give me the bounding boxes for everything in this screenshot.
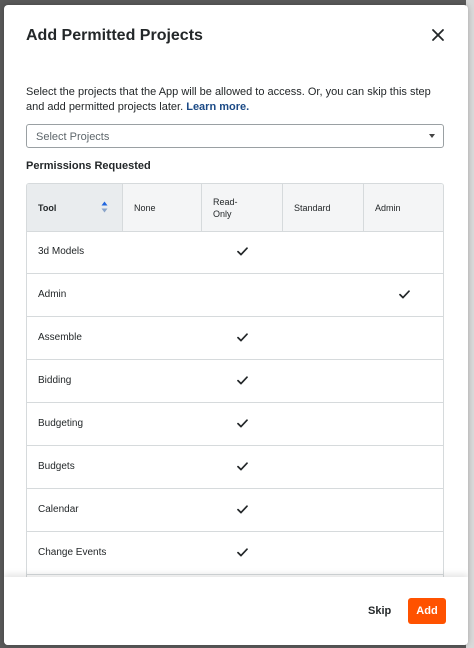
modal-header <box>4 5 468 67</box>
column-label-none: None <box>134 202 156 213</box>
description-text: Select the projects that the App will be allowed to access. Or, you can skip this step and add permitted projects later. <box>26 86 431 113</box>
column-header-tool[interactable] <box>27 184 123 231</box>
table-body <box>27 231 443 575</box>
table-row <box>27 360 443 403</box>
column-header-read-only <box>202 184 283 231</box>
column-label-tool: Tool <box>38 202 57 213</box>
skip-button[interactable]: Skip <box>364 598 395 624</box>
permissions-table <box>26 183 444 623</box>
table-row <box>27 403 443 446</box>
column-header-none <box>123 184 202 231</box>
modal-footer <box>4 577 468 645</box>
project-select[interactable] <box>26 124 444 148</box>
check-icon <box>237 548 248 557</box>
add-button[interactable]: Add <box>408 598 446 624</box>
table-row <box>27 274 443 317</box>
table-row <box>27 446 443 489</box>
column-header-admin <box>364 184 443 231</box>
caret-down-icon <box>429 134 435 138</box>
tool-name: Assemble <box>38 332 82 343</box>
check-icon <box>237 247 248 256</box>
close-icon <box>428 25 448 45</box>
check-icon <box>237 419 248 428</box>
learn-more-link[interactable]: Learn more. <box>186 101 250 113</box>
tool-name: Admin <box>38 289 67 300</box>
check-icon <box>237 376 248 385</box>
description <box>26 85 446 115</box>
close-button[interactable] <box>428 25 448 45</box>
check-icon <box>237 333 248 342</box>
tool-name: Bidding <box>38 375 72 386</box>
tool-name: Budgeting <box>38 418 84 429</box>
permissions-label: Permissions Requested <box>26 160 151 172</box>
tool-name: Change Events <box>38 547 107 558</box>
sort-icon[interactable] <box>101 201 108 213</box>
check-icon <box>399 290 410 299</box>
column-label-standard: Standard <box>294 202 331 213</box>
check-icon <box>237 505 248 514</box>
tool-name: 3d Models <box>38 246 85 257</box>
table-row <box>27 532 443 575</box>
column-label-read-only: Read-Only <box>213 196 238 219</box>
check-icon <box>237 462 248 471</box>
table-row <box>27 317 443 360</box>
tool-name: Calendar <box>38 504 79 515</box>
project-select-placeholder: Select Projects <box>36 131 110 143</box>
column-label-admin: Admin <box>375 202 401 213</box>
table-row <box>27 489 443 532</box>
modal-title: Add Permitted Projects <box>26 27 203 44</box>
column-header-standard <box>283 184 364 231</box>
table-row <box>27 231 443 274</box>
table-header <box>27 184 443 232</box>
add-permitted-projects-modal <box>4 5 468 645</box>
tool-name: Budgets <box>38 461 75 472</box>
